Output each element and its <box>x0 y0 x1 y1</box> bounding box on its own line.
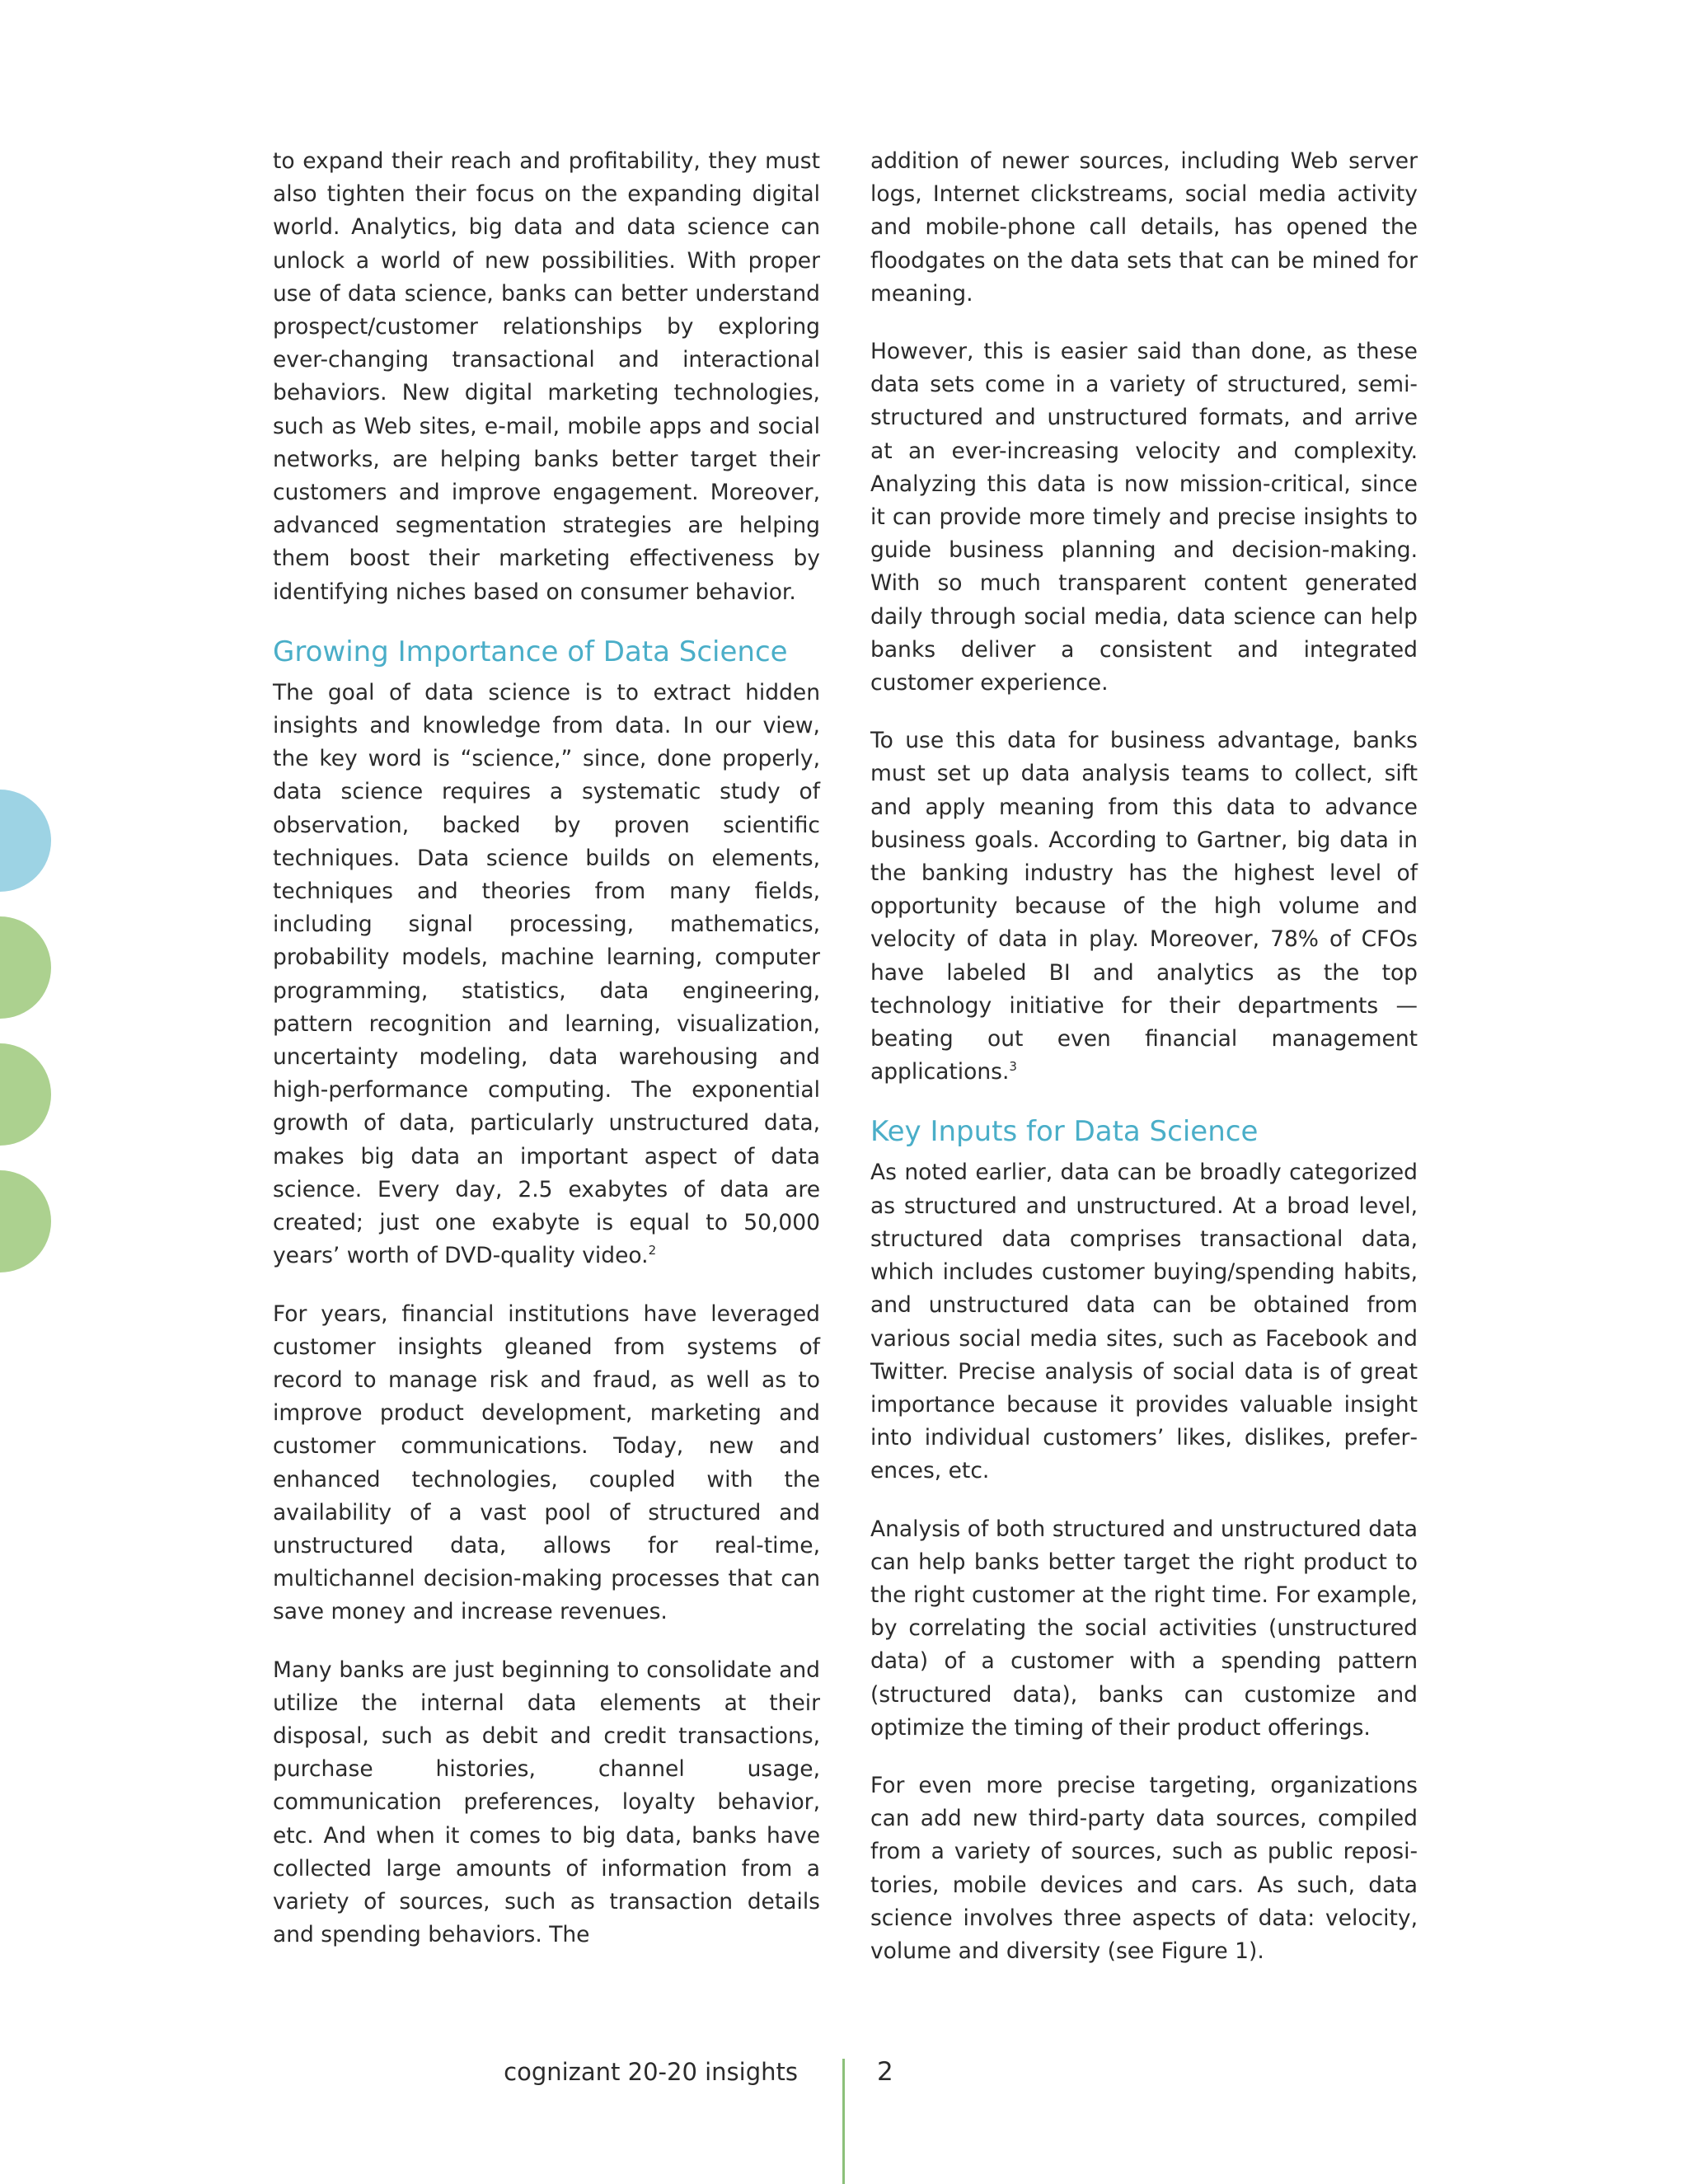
page-number: 2 <box>877 2057 893 2087</box>
left-column <box>273 145 820 1976</box>
section-heading: Growing Importance of Data Science <box>273 635 788 668</box>
decorative-dot-green <box>0 1043 51 1146</box>
body-paragraph: However, this is easier said than done, as these data sets come in a variety of structured, semi-structured and unstructured formats, and arrive at an ever-increasing velocity and complexity. Analyzing this data is now mission-critical, since it can provide more timely and precise insights to guide business planning and decision-making. With so much transparent content generated daily through social media, data science can help banks deliver a consistent and integrated customer experience. <box>870 339 1418 696</box>
decorative-dot-blue <box>0 790 51 892</box>
right-column <box>870 145 1418 1993</box>
body-paragraph: to expand their reach and profitability, they must also tighten their focus on the expanding digital world. Analytics, big data and data science can unlock a world of new possibilities. With proper use of data science, banks can better understand prospect/customer relationships by exploring ever-changing transactional and interactional behaviors. New digital marketing technologies, such as Web sites, e-mail, mobile apps and social networks, are helping banks better target their customers and improve engagement. Moreover, advanced segmentation strategies are helping them boost their marketing effectiveness by identifying niches based on consumer behavior. <box>273 148 820 605</box>
body-paragraph <box>273 677 820 1273</box>
body-paragraph <box>870 724 1418 1089</box>
paragraph-text: To use this data for business advantage, banks must set up data analysis teams to collect, sift and apply meaning from this data to advance business goals. According to Gartner, big data in the banking industry has the highest level of opportunity because of the high volume and velocity of data in play. Moreover, 78% of CFOs have labeled BI and analytics as the top technology initiative for their departments — beating out even financial management applications. <box>870 728 1418 1085</box>
body-paragraph: addition of newer sources, including Web server logs, Internet clickstreams, social media activity and mobile-phone call details, has opened the floodgates on the data sets that can be mined for meaning. <box>870 148 1418 307</box>
body-paragraph: Many banks are just beginning to consolidate and utilize the internal data elements at their disposal, such as debit and credit transactions, purchase histories, channel usage, communication preferences, loyalty behavior, etc. And when it comes to big data, banks have collected large amounts of information from a variety of sources, such as transaction details and spending behaviors. The <box>273 1657 820 1948</box>
body-paragraph: For years, financial institutions have leveraged customer insights gleaned from systems of record to manage risk and fraud, as well as to improve product development, marketing and customer communications. Today, new and enhanced technologies, coupled with the availability of a vast pool of structured and unstructured data, allows for real-time, multichannel decision-making processes that can save money and increase revenues. <box>273 1301 820 1625</box>
section-heading: Key Inputs for Data Science <box>870 1115 1259 1149</box>
paragraph-text: The goal of data science is to extract hidden insights and knowledge from data. In our view, the key word is “science,” since, done properly, data science requires a systematic study of observation, backed by proven scientific techniques. Data science builds on elements, techniques and theories from many fields, including signal processing, mathematics, probability models, machine learning, computer programming, statistics, data engineering, pattern recognition and learning, visualization, uncertainty modeling, data warehousing and high-performance computing. The exponential growth of data, particularly unstructured data, makes big data an important aspect of data science. Every day, 2.5 exabytes of data are created; just one exabyte is equal to 50,000 years’ worth of DVD-quality video. <box>273 679 820 1269</box>
footer-divider <box>842 2059 845 2184</box>
footnote-reference: 3 <box>1009 1059 1017 1075</box>
body-paragraph: For even more precise targeting, organizations can add new third-party data sources, compiled from a variety of sources, such as public repositories, mobile devices and cars. As such, data science involves three aspects of data: velocity, volume and diversity (see Figure 1). <box>870 1772 1418 1964</box>
decorative-dot-green <box>0 1170 51 1272</box>
body-paragraph: Analysis of both structured and unstructured data can help banks better target the right product to the right customer at the right time. For example, by correlating the social activities (unstructured data) of a customer with a spending pattern (structured data), banks can customize and optimize the timing of their product offerings. <box>870 1516 1418 1741</box>
footnote-reference: 2 <box>648 1243 657 1258</box>
body-paragraph: As noted earlier, data can be broadly categorized as structured and unstructured. At a broad level, structured data comprises transactional data, which includes customer buying/spending habits, and unstructured data can be obtained from various social media sites, such as Facebook and Twitter. Precise analysis of social data is of great importance because it provides valuable insight into individual customers’ likes, dislikes, preferences, etc. <box>870 1160 1418 1484</box>
footer-publication-name: cognizant 20-20 insights <box>504 2058 798 2086</box>
decorative-dot-green <box>0 916 51 1019</box>
